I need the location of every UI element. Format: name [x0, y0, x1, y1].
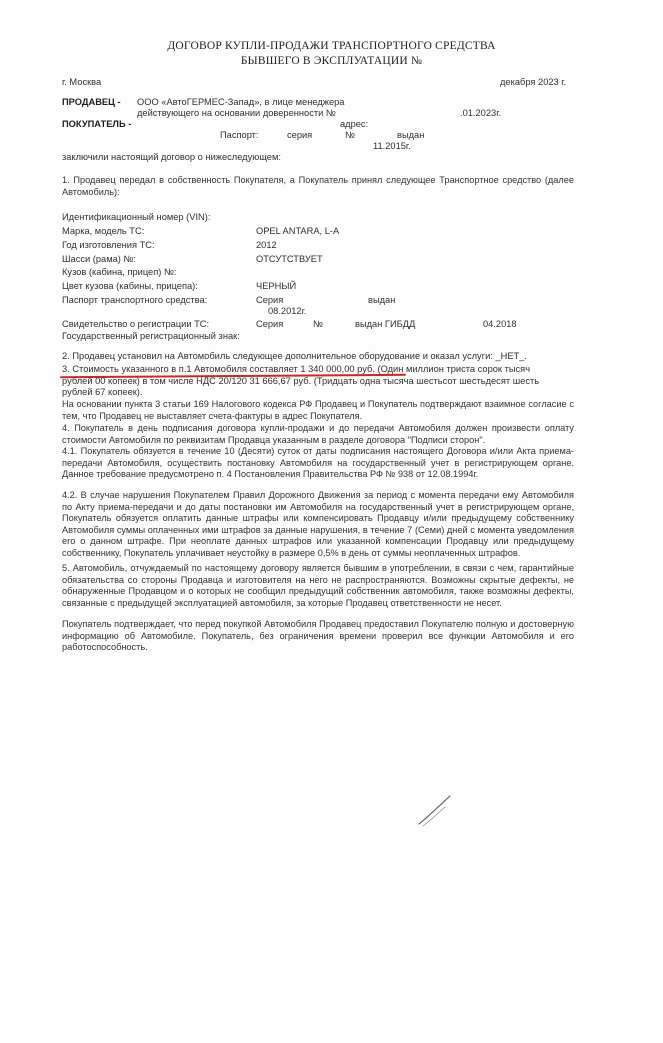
clause-3-line2: рублей 00 копеек) в том числе НДС 20/120 31 666,67 руб. (Тридцать одна тысяча шестьсот шестьдесят шесть — [62, 376, 540, 386]
passport-number-label: № — [345, 130, 355, 140]
document-title-line2: БЫВШЕГО В ЭКСПЛУАТАЦИИ № — [240, 55, 423, 67]
pts-date: 08.2012г. — [268, 306, 307, 316]
seller-label: ПРОДАВЕЦ - — [62, 97, 121, 107]
chassis-value: ОТСУТСТВУЕТ — [256, 254, 323, 264]
vin-label: Идентификационный номер (VIN): — [62, 212, 211, 222]
passport-label: Паспорт: — [220, 130, 259, 140]
document-title-line1: ДОГОВОР КУПЛИ-ПРОДАЖИ ТРАНСПОРТНОГО СРЕДСТВА — [167, 40, 496, 52]
pts-issued-label: выдан — [368, 295, 396, 305]
registration-date: 04.2018 — [483, 319, 517, 329]
seller-line2: действующего на основании доверенности № — [137, 108, 336, 118]
clause-vat: На основании пункта 3 статьи 169 Налогового кодекса РФ Продавец и Покупатель подтверждают взаимное согласие с тем, что Продавец не выставляет счета-фактуры в адрес Покупателя. — [62, 399, 574, 421]
pts-series-label: Серия — [256, 295, 284, 305]
color-label: Цвет кузова (кабины, прицепа): — [62, 281, 198, 291]
city: г. Москва — [62, 77, 102, 87]
clause-1: 1. Продавец передал в собственность Покупателя, а Покупатель принял следующее Транспортное средство (далее Автомобиль): — [62, 175, 574, 197]
concluded-text: заключили настоящий договор о нижеследующем: — [62, 152, 281, 162]
passport-series-label: серия — [287, 130, 313, 140]
clause-4: 4. Покупатель в день подписания договора купли-продажи и до передачи Автомобиля должен произвести оплату стоимости Автомобиля по реквизитам Продавца указанным в разделе договора "Подписи сторон". — [62, 423, 574, 445]
registration-issued-label: выдан ГИБДД — [355, 319, 416, 329]
document-date: декабря 2023 г. — [500, 77, 567, 87]
signature-stroke — [415, 790, 455, 830]
clause-5: 5. Автомобиль, отчуждаемый по настоящему договору является бывшим в употреблении, в связи с чем, гарантийные обязательства со стороны Продавца и изготовителя на него не распространяются. Возможны скрытые дефекты, не обнаруженные Продавцом и о которых не сообщил предыдущий собственник автомобиля, также возможны дефекты, связанные с предыдущей эксплуатацией автомобиля, за которые Продавец ответственности не несет. — [62, 563, 574, 608]
registration-number-label: № — [313, 319, 323, 329]
clause-3-price-highlight: 3. Стоимость указанного в п.1 Автомобиля составляет 1 340 000,00 руб. — [62, 364, 375, 374]
plate-label: Государственный регистрационный знак: — [62, 331, 240, 341]
clause-4-2: 4.2. В случае нарушения Покупателем Правил Дорожного Движения за период с момента передачи ему Автомобиля по Акту приема-передачи и до даты постановки им Автомобиля на государственный учет в регистрирующем органе, Покупатель обязуется оплатить данные штрафы или компенсировать Продавцу и/или предыдущему собственнику Автомобиля суммы оплаченных ими штрафов за данные нарушения, в течение 7 (Семи) дней с момента уведомления его о данном штрафе. При неоплате данных штрафов или указанной компенсации Продавцу или предыдущему собственнику, Покупатель уплачивает неустойку в размере 0,5% в день от суммы неоплаченных штрафов. — [62, 490, 574, 558]
passport-issued-label: выдан — [397, 130, 425, 140]
registration-label: Свидетельство о регистрации ТС: — [62, 319, 210, 329]
registration-series-label: Серия — [256, 319, 284, 329]
clause-4-1: 4.1. Покупатель обязуется в течение 10 (Десяти) суток от даты подписания настоящего Договора и/или Акта приема-передачи Автомобиля, осуществить постановку Автомобиля на государственный учет в регистрирующем органе. Данное требование предусмотрено п. 4 Постановления Правительства РФ № 938 от 12.08.1994г. — [62, 446, 574, 480]
color-value: ЧЕРНЫЙ — [256, 281, 297, 291]
passport-date: 11.2015г. — [373, 141, 411, 151]
clause-3-line1 — [62, 364, 530, 375]
body-label: Кузов (кабина, прицеп) №: — [62, 267, 177, 277]
buyer-label: ПОКУПАТЕЛЬ - — [62, 119, 132, 129]
clause-buyer-confirmation: Покупатель подтверждает, что перед покупкой Автомобиля Продавец предоставил Покупателю полную и достоверную информацию об Автомобиле. Покупатель, без ограничения времени проверил все функции Автомобиля и его работоспособность. — [62, 619, 574, 653]
year-label: Год изготовления ТС: — [62, 240, 155, 250]
seller-date: .01.2023г. — [460, 108, 502, 118]
chassis-label: Шасси (рама) №: — [62, 254, 136, 264]
buyer-address-label: адрес: — [340, 119, 369, 129]
make-value: OPEL ANTARA, L-A — [256, 226, 340, 236]
make-label: Марка, модель ТС: — [62, 226, 145, 236]
seller-line1: ООО «АвтоГЕРМЕС-Запад», в лице менеджера — [137, 97, 345, 107]
clause-3-amount-words: (Один миллион триста сорок тысяч — [374, 364, 531, 374]
year-value: 2012 — [256, 240, 277, 250]
clause-3-line3: рублей 67 копеек). — [62, 387, 143, 397]
clause-2: 2. Продавец установил на Автомобиль следующее дополнительное оборудование и оказал услуги: _НЕТ_. — [62, 351, 527, 361]
pts-label: Паспорт транспортного средства: — [62, 295, 208, 305]
